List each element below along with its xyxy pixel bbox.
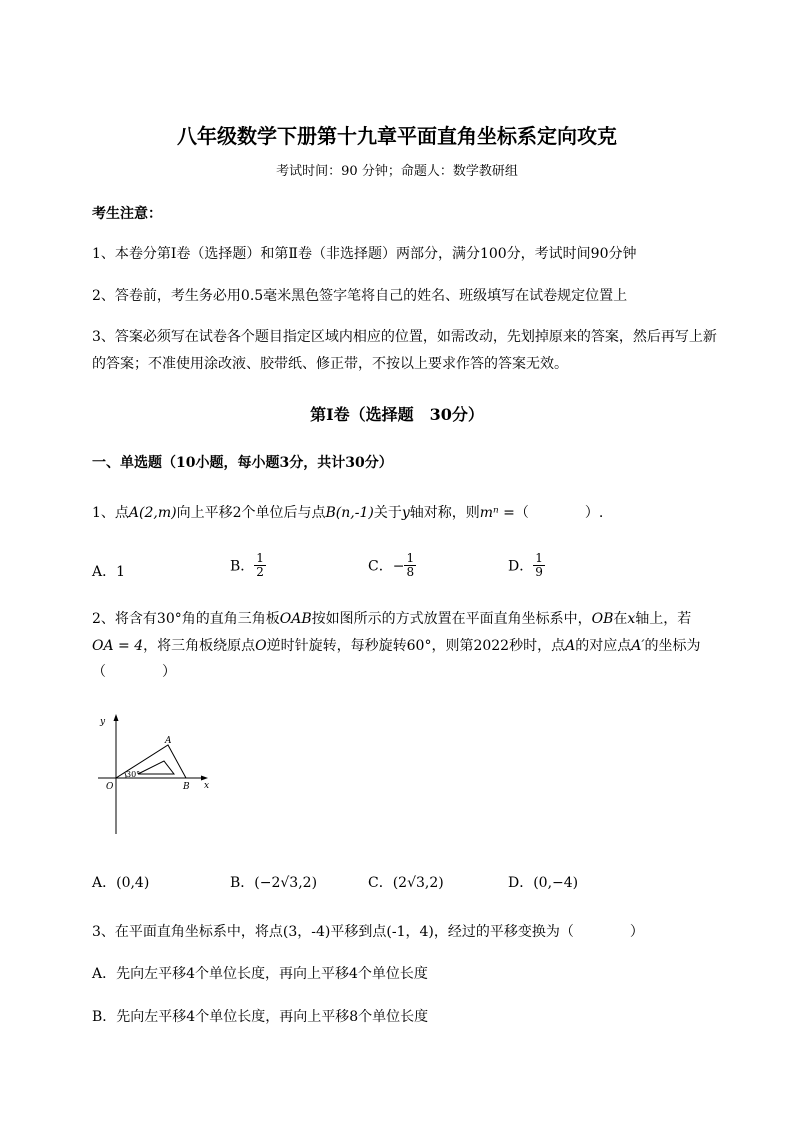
part-heading: 一、单选题（10小题，每小题3分，共计30分） — [92, 455, 393, 471]
question-1: 1、点A(2,m)向上平移2个单位后与点B(n,-1)关于y轴对称，则mⁿ =（ ）. — [92, 505, 604, 521]
notice-heading: 考生注意： — [92, 206, 162, 222]
page-title: 八年级数学下册第十九章平面直角坐标系定向攻克 — [177, 124, 617, 148]
q1-option-b: B． $\frac{1}{2}$ — [230, 551, 264, 579]
question-3: 3、在平面直角坐标系中，将点(3，-4)平移到点(-1，4)，经过的平移变换为（ ） — [92, 924, 644, 940]
question-2-answer-bracket: （ ） — [92, 664, 176, 680]
angle-label: 30° — [126, 770, 141, 779]
q2-option-a: A．(0,4) — [92, 875, 150, 891]
q3-option-b: B．先向左平移4个单位长度，再向上平移8个单位长度 — [92, 1009, 429, 1025]
q2-option-b: B．(−2√3,2) — [230, 875, 318, 891]
question-2-line-1: 2、将含有30°角的直角三角板OAB按如图所示的方式放置在平面直角坐标系中，OB在x轴上，若 — [92, 611, 692, 627]
expression: mⁿ = — [479, 505, 515, 521]
notice-item-2: 2、答卷前，考生务必用0.5毫米黑色签字笔将自己的姓名、班级填写在试卷规定位置上 — [92, 288, 628, 304]
q1-option-d: D． $\frac{1}{9}$ — [508, 551, 543, 579]
section-title: 第Ⅰ卷（选择题 30分） — [310, 405, 484, 424]
q3-option-a: A．先向左平移4个单位长度，再向上平移4个单位长度 — [92, 966, 428, 982]
x-label: x — [204, 781, 210, 791]
q1-option-a: A．1 — [92, 564, 126, 580]
q1-option-c: C．− $\frac{1}{8}$ — [368, 551, 415, 579]
q2-option-c: C．(2√3,2) — [368, 875, 444, 891]
origin-label: O — [106, 782, 114, 792]
notice-item-1: 1、本卷分第Ⅰ卷（选择题）和第Ⅱ卷（非选择题）两部分，满分100分，考试时间90分钟 — [92, 246, 637, 262]
question-2-line-2: OA = 4，将三角板绕原点O逆时针旋转，每秒旋转60°，则第2022秒时，点A的对应点A′的坐标为 — [92, 638, 701, 654]
vertex-a-label: A — [165, 736, 172, 746]
fraction: $\frac{1}{9}$ — [535, 551, 543, 579]
fraction: $\frac{1}{8}$ — [406, 551, 415, 579]
x-axis-arrow — [201, 776, 208, 781]
coordinate-figure — [94, 712, 214, 836]
exam-info: 考试时间：90 分钟；命题人：数学教研组 — [276, 164, 518, 179]
point-a: A(2,m) — [128, 505, 177, 521]
notice-item-3: 3、答案必须写在试卷各个题目指定区域内相应的位置，如需改动，先划掉原来的答案，然后再写上新 — [92, 329, 717, 345]
y-label: y — [100, 717, 106, 727]
point-b: B(n,-1) — [325, 505, 374, 521]
y-axis-arrow — [114, 714, 119, 721]
vertex-b-label: B — [183, 782, 190, 792]
inner-triangle — [138, 761, 174, 774]
fraction: $\frac{1}{2}$ — [256, 551, 264, 579]
notice-item-3-cont: 的答案；不准使用涂改液、胶带纸、修正带，不按以上要求作答的答案无效。 — [92, 356, 568, 372]
q2-option-d: D．(0,−4) — [508, 875, 579, 891]
